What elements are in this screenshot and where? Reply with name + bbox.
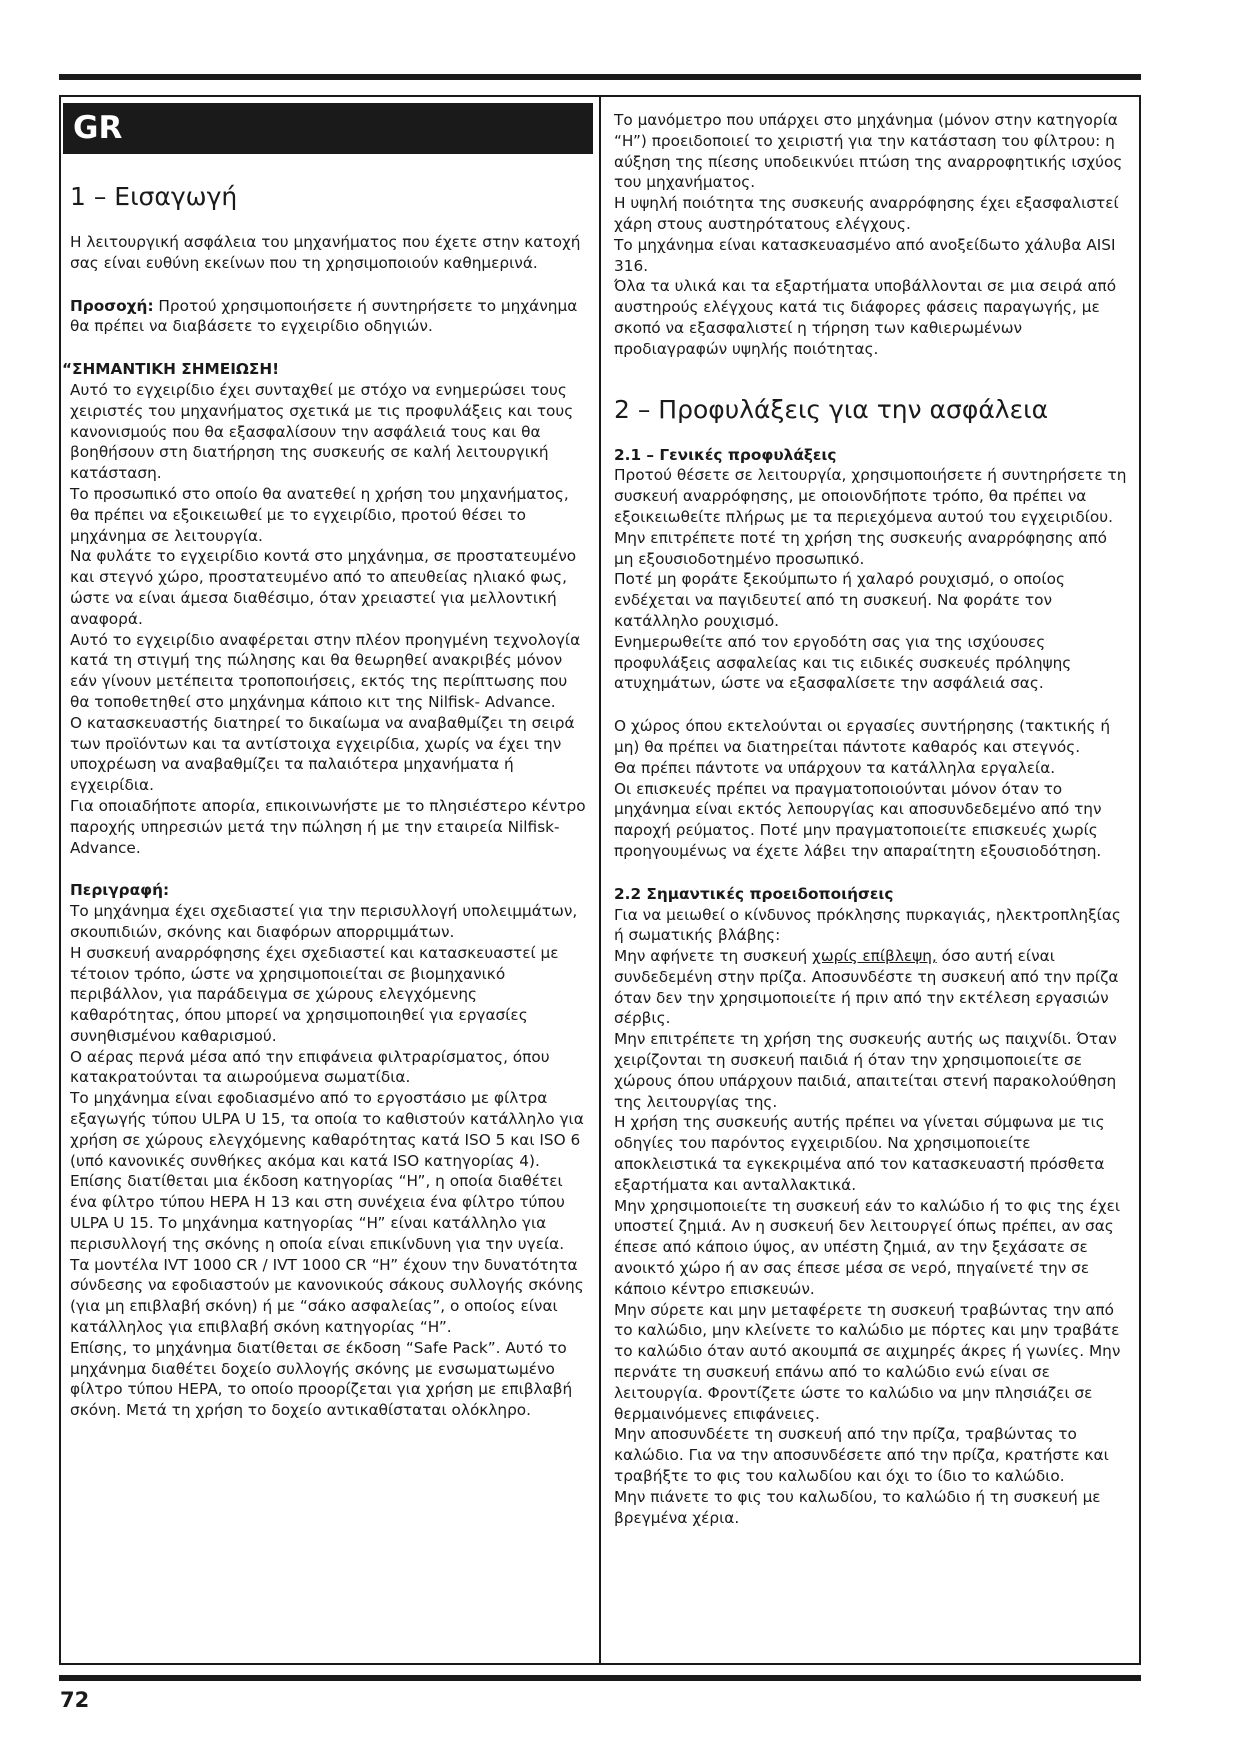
bottom-rule [59, 1675, 1141, 1681]
warning-text: Μην αφήνετε τη συσκευή [614, 947, 813, 966]
subsection-2-2-title: 2.2 Σημαντικές προειδοποιήσεις [614, 884, 894, 903]
warning-underlined-text: χωρίς επίβλεψη, [812, 947, 937, 966]
caution-text: Προτού χρησιμοποιήσετε ή συντηρήσετε το μηχάνημα θα πρέπει να διαβάσετε το εγχειρίδιο οδηγιών. [70, 296, 578, 336]
right-top-para: Το μηχάνημα είναι κατασκευασμένο από ανοξείδωτο χάλυβα AISI 316. [614, 235, 1116, 275]
important-para: Το προσωπικό στο οποίο θα ανατεθεί η χρήση του μηχανήματος, θα πρέπει να εξοικειωθεί με το εγχειρίδιο, προτού θέσει το μηχάνημα σε λειτουργία. [70, 484, 569, 545]
important-para: Να φυλάτε το εγχειρίδιο κοντά στο μηχάνημα, σε προστατευμένο και στεγνό χώρο, προστατευμένο από το απευθείας ηλιακό φως, ώστε να είναι άμεσα διαθέσιμο, όταν χρειαστεί για μελλοντική αναφορά. [70, 547, 577, 628]
subsection-2-1-title: 2.1 – Γενικές προφυλάξεις [614, 445, 837, 464]
left-column [62, 232, 588, 1421]
description-para: Ο αέρας περνά μέσα από την επιφάνεια φιλτραρίσματος, όπου κατακρατούνται τα αιωρούμενα σωματίδια. [70, 1047, 550, 1087]
description-para: Η συσκευή αναρρόφησης έχει σχεδιαστεί και κατασκευαστεί με τέτοιον τρόπο, ώστε να χρησιμοποιείται σε βιομηχανικό περιβάλλον, για παράδειγμα σε χώρους ελεγχόμενης καθαρότητας, όπου μπορεί να χρησιμοποιηθεί για εργασίες συνηθισμένου καθαρισμού. [70, 943, 559, 1045]
top-rule [59, 74, 1141, 80]
general-precaution-para: Προτού θέσετε σε λειτουργία, χρησιμοποιήσετε ή συντηρήσετε τη συσκευή αναρρόφησης, με οποιονδήποτε τρόπο, θα πρέπει να εξοικειωθείτε πλήρως με τα περιεχόμενα αυτού του εγχειριδίου. [614, 466, 1127, 526]
page-number: 72 [60, 1688, 90, 1712]
important-para: Αυτό το εγχειρίδιο αναφέρεται στην πλέον προηγμένη τεχνολογία κατά τη στιγμή της πώλησης και θα θεωρηθεί ανακριβές μόνον εάν γίνουν μετέπειτα τροποποιήσεις, εκτός της περίπτωσης που θα τοποθετηθεί στο μηχάνημα κάποιο κιτ της Nilfisk- Advance. [70, 630, 581, 711]
description-para: Επίσης, το μηχάνημα διατίθεται σε έκδοση “Safe Pack”. Αυτό το μηχάνημα διαθέτει δοχείο συλλογής σκόνης με ενσωματωμένο φίλτρο τύπου HEPA, το οποίο προορίζεται για χρήση με επιβλαβή σκόνη. Μετά τη χρήση το δοχείο αντικαθίσταται ολόκληρο. [70, 1338, 573, 1420]
warning-para-unattended [614, 946, 1130, 1029]
caution-paragraph [70, 296, 588, 338]
section-1-title: 1 – Εισαγωγή [70, 182, 238, 211]
warning-intro: Για να μειωθεί ο κίνδυνος πρόκλησης πυρκαγιάς, ηλεκτροπληξίας ή σωματικής βλάβης: [614, 905, 1121, 945]
warning-para: Μην επιτρέπετε τη χρήση της συσκευής αυτής ως παιχνίδι. Όταν χειρίζονται τη συσκευή παιδιά ή όταν την χρησιμοποιείτε σε χώρους όπου υπάρχουν παιδιά, απαιτείται στενή παρακολούθηση της λειτουργίας της. [614, 1030, 1117, 1111]
general-precaution-para: Μην επιτρέπετε ποτέ τη χρήση της συσκευής αναρρόφησης από μη εξουσιοδοτημένο προσωπικό. [614, 528, 1107, 568]
important-para: Αυτό το εγχειρίδιο έχει συνταχθεί με στόχο να ενημερώσει τους χειριστές του μηχανήματος σχετικά με τις προφυλάξεις και τους κανονισμούς που θα εξασφαλίσουν την ασφάλειά τους και θα βοηθήσουν στη διατήρηση της συσκευής σε καλή λειτουργική κατάσταση. [70, 380, 574, 483]
right-top-para: Το μανόμετρο που υπάρχει στο μηχάνημα (μόνον στην κατηγορία “H”) προειδοποιεί το χειριστή για την κατάσταση του φίλτρου: η αύξηση της πίεσης υποδεικνύει πτώση της αναρροφητικής ισχύος του μηχανήματος. [614, 111, 1123, 192]
maintenance-para: Θα πρέπει πάντοτε να υπάρχουν τα κατάλληλα εργαλεία. [614, 758, 1056, 777]
warning-para: Μην σύρετε και μην μεταφέρετε τη συσκευή τραβώντας την από το καλώδιο, μην κλείνετε το καλώδιο με πόρτες και μην τραβάτε το καλώδιο όταν αυτό ακουμπά σε αιχμηρές άκρες ή γωνίες. Μην περνάτε τη συσκευή επάνω από το καλώδιο ενώ είναι σε λειτουργία. Φροντίζετε ώστε το καλώδιο να μην πλησιάζει σε θερμαινόμενες επιφάνειες. [614, 1300, 1121, 1423]
warning-para: Μην χρησιμοποιείτε τη συσκευή εάν το καλώδιο ή το φις της έχει υποστεί ζημιά. Αν η συσκευή δεν λειτουργεί όπως πρέπει, αν σας έπεσε από κάποιο ύψος, αν υπέστη ζημιά, αν την ξεχάσατε σε ανοικτό χώρο ή αν σας έπεσε μέσα σε νερό, πηγαίνετέ την σε κάποιο κέντρο επισκευών. [614, 1196, 1121, 1298]
important-note-label: “ΣΗΜΑΝΤΙΚΗ ΣΗΜΕΙΩΣΗ! [62, 360, 280, 379]
maintenance-para: Ο χώρος όπου εκτελούνται οι εργασίες συντήρησης (τακτικής ή μη) θα πρέπει να διατηρείται πάντοτε καθαρός και στεγνός. [614, 717, 1111, 756]
warning-para: Μην πιάνετε το φις του καλωδίου, το καλώδιο ή τη συσκευή με βρεγμένα χέρια. [614, 1487, 1101, 1527]
important-para: Ο κατασκευαστής διατηρεί το δικαίωμα να αναβαθμίζει τη σειρά των προϊόντων και τα αντίστοιχα εγχειρίδια, χωρίς να έχει την υποχρέωση να αναβαθμίζει τα παλαιότερα μηχανήματα ή εγχειρίδια. [70, 713, 575, 795]
caution-label: Προσοχή: [70, 296, 154, 315]
right-top-para: Όλα τα υλικά και τα εξαρτήματα υποβάλλονται σε μια σειρά από αυστηρούς ελέγχους κατά τις διάφορες φάσεις παραγωγής, με σκοπό να εξασφαλιστεί η τήρηση των καθιερωμένων προδιαγραφών υψηλής ποιότητας. [614, 277, 1117, 358]
description-para: Το μηχάνημα έχει σχεδιαστεί για την περισυλλογή υπολειμμάτων, σκουπιδιών, σκόνης και διαφόρων απορριμμάτων. [70, 902, 578, 941]
general-precaution-para: Ενημερωθείτε από τον εργοδότη σας για της ισχύουσες προφυλάξεις ασφαλείας και τις ειδικές συσκευές πρόληψης ατυχημάτων, ώστε να εξασφαλίσετε την ασφάλειά σας. [614, 632, 1072, 693]
important-para: Για οποιαδήποτε απορία, επικοινωνήστε με το πλησιέστερο κέντρο παροχής υπηρεσιών μετά την πώληση ή με την εταιρεία Nilfisk- Advance. [70, 796, 586, 857]
warning-para: Μην αποσυνδέετε τη συσκευή από την πρίζα, τραβώντας το καλώδιο. Για να την αποσυνδέσετε από την πρίζα, κρατήστε και τραβήξτε το φις του καλωδίου και όχι το ίδιο το καλώδιο. [614, 1425, 1109, 1486]
intro-paragraph: Η λειτουργική ασφάλεια του μηχανήματος που έχετε στην κατοχή σας είναι ευθύνη εκείνων που τη χρησιμοποιούν καθημερινά. [70, 233, 581, 272]
section-2-title: 2 – Προφυλάξεις για την ασφάλεια [614, 394, 1049, 424]
language-tab: GR [63, 103, 593, 154]
warning-text: όσο αυτή είναι συνδεδεμένη στην πρίζα. Αποσυνδέστε τη συσκευή από την πρίζα όταν δεν την χρησιμοποιείτε ή πριν από την εκτέλεση εργασιών σέρβις. [614, 947, 1119, 1028]
right-column [614, 110, 1130, 1528]
warning-para: Η χρήση της συσκευής αυτής πρέπει να γίνεται σύμφωνα με τις οδηγίες του παρόντος εγχειριδίου. Να χρησιμοποιείτε αποκλειστικά τα εγκεκριμένα από τον κατασκευαστή πρόσθετα εξαρτήματα και ανταλλακτικά. [614, 1113, 1105, 1194]
column-divider [599, 95, 601, 1665]
description-label: Περιγραφή: [70, 881, 170, 900]
description-para: Το μηχάνημα είναι εφοδιασμένο από το εργοστάσιο με φίλτρα εξαγωγής τύπου ULPA U 15, τα οποία το καθιστούν κατάλληλο για χρήση σε χώρους ελεγχόμενης καθαρότητας κατά ISO 5 και ISO 6 (υπό κανονικές συνθήκες ακόμα και κατά ISO κατηγορίας 4). [70, 1089, 584, 1170]
right-top-para: Η υψηλή ποιότητα της συσκευής αναρρόφησης έχει εξασφαλιστεί χάρη στους αυστηρότατους ελέγχους. [614, 194, 1119, 233]
general-precaution-para: Ποτέ μη φοράτε ξεκούμπωτο ή χαλαρό ρουχισμό, ο οποίος ενδέχεται να παγιδευτεί από τη συσκευή. Να φοράτε τον κατάλληλο ρουχισμό. [614, 570, 1065, 630]
maintenance-para: Οι επισκευές πρέπει να πραγματοποιούνται μόνον όταν το μηχάνημα είναι εκτός λεπουργίας και αποσυνδεδεμένο από την παροχή ρεύματος. Ποτέ μην πραγματοποιείτε επισκευές χωρίς προηγουμένως να έχετε λάβει την απαραίτητη εξουσιοδότηση. [614, 779, 1102, 860]
description-para: Επίσης διατίθεται μια έκδοση κατηγορίας “H”, η οποία διαθέτει ένα φίλτρο τύπου HEPA H 13 και στη συνέχεια ένα φίλτρο τύπου ULPA U 15. Το μηχάνημα κατηγορίας “H” είναι κατάλληλο για περισυλλογή της σκόνης η οποία είναι επικίνδυνη για την υγεία. [70, 1172, 565, 1253]
description-para: Τα μοντέλα IVT 1000 CR / IVT 1000 CR “H” έχουν την δυνατότητα σύνδεσης να εφοδιαστούν με κανονικούς σάκους συλλογής σκόνης (για μη επιβλαβή σκόνη) ή με “σάκο ασφαλείας”, ο οποίος είναι κατάλληλος για επιβλαβή σκόνη κατηγορίας “H”. [70, 1255, 584, 1337]
